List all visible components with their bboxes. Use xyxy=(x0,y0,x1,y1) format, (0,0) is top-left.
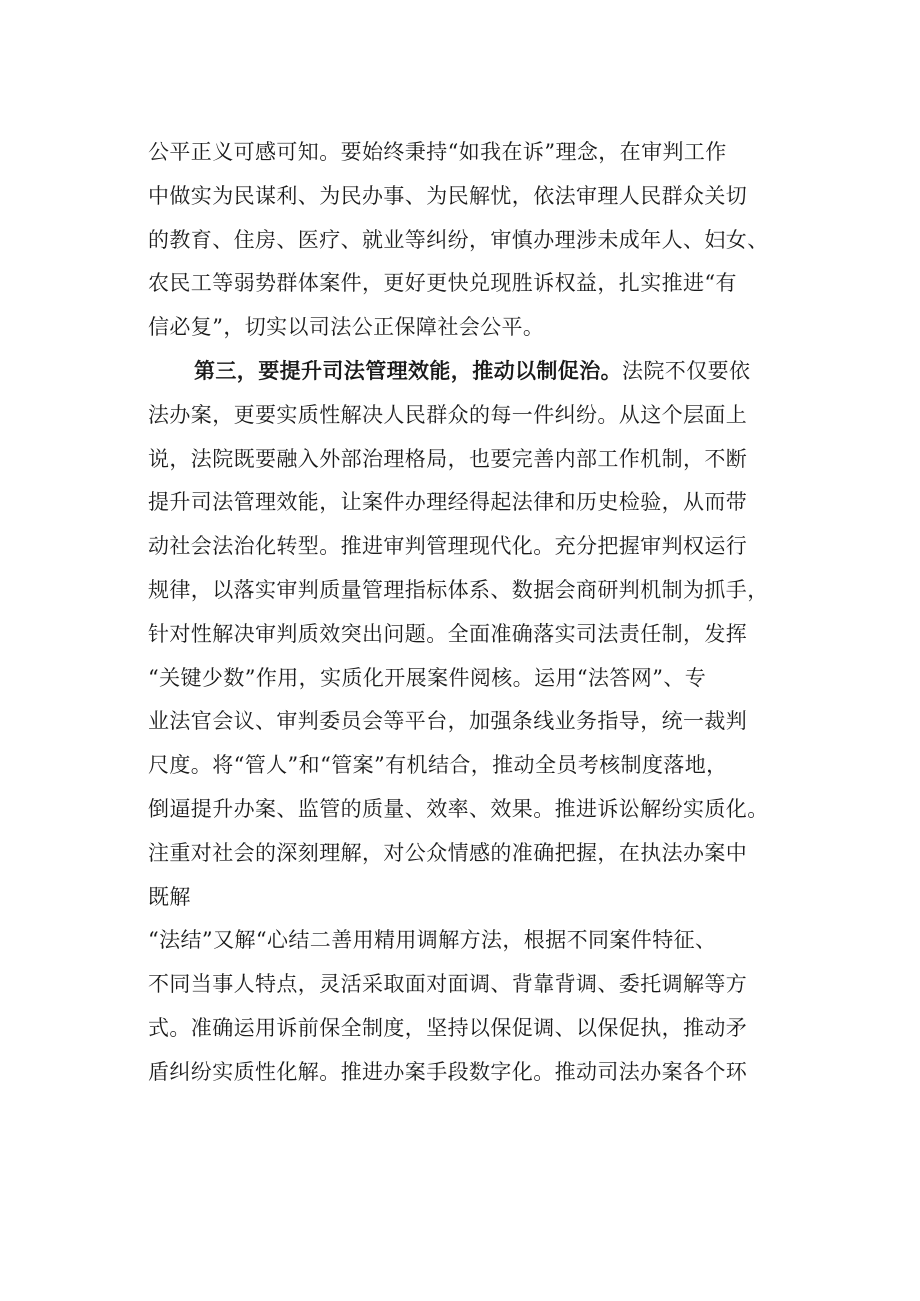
text-line: 不同当事人特点，灵活采取面对面调、背靠背调、委托调解等方 xyxy=(148,972,748,997)
text-line: “关键少数”作用，实质化开展案件阅核。运用“法答网”、专 xyxy=(148,665,707,690)
section-heading: 第三，要提升司法管理效能，推动以制促治。 xyxy=(194,358,622,383)
text-line: 注重对社会的深刻理解，对公众情感的准确把握，在执法办案中 xyxy=(148,840,748,865)
text-line: 农民工等弱势群体案件，更好更快兑现胜诉权益，扎实推进“有 xyxy=(148,271,737,296)
text-line: 法办案，更要实质性解决人民群众的每一件纠纷。从这个层面上 xyxy=(148,402,748,427)
text-line: 倒逼提升办案、监管的质量、效率、效果。推进诉讼解纷实质化。 xyxy=(148,796,769,821)
text-line: 业法官会议、审判委员会等平台，加强条线业务指导，统一裁判 xyxy=(148,709,748,734)
paragraph-heading-line xyxy=(148,350,808,394)
text-line: 提升司法管理效能，让案件办理经得起法律和历史检验，从而带 xyxy=(148,490,748,515)
text-line: 尺度。将“管人”和“管案”有机结合，推动全员考核制度落地， xyxy=(148,753,728,778)
text-line: 盾纠纷实质性化解。推进办案手段数字化。推动司法办案各个环 xyxy=(148,1059,748,1084)
text-line: 既解 xyxy=(148,884,191,909)
text-line: 针对性解决审判质效突出问题。全面准确落实司法责任制，发挥 xyxy=(148,621,748,646)
text-line: 说，法院既要融入外部治理格局，也要完善内部工作机制，不断 xyxy=(148,446,748,471)
body-text xyxy=(148,131,808,1095)
text-line: 公平正义可感可知。要始终秉持“如我在诉”理念，在审判工作 xyxy=(148,140,727,164)
text-line: 中做实为民谋利、为民办事、为民解忧，依法审理人民群众关切 xyxy=(148,183,748,208)
text-line: 信必复”，切实以司法公正保障社会公平。 xyxy=(148,315,545,340)
text-line: 式。准确运用诉前保全制度，坚持以保促调、以保促执，推动矛 xyxy=(148,1015,748,1040)
text-line: “法结”又解“心结二善用精用调解方法，根据不同案件特征、 xyxy=(148,928,717,953)
text-fragment: 法院不仅要依 xyxy=(622,358,751,383)
text-line: 规律，以落实审判质量管理指标体系、数据会商研判机制为抓手， xyxy=(148,577,769,602)
text-line: 的教育、住房、医疗、就业等纠纷，审慎办理涉未成年人、妇女、 xyxy=(148,227,769,252)
text-line: 动社会法治化转型。推进审判管理现代化。充分把握审判权运行 xyxy=(148,534,748,559)
